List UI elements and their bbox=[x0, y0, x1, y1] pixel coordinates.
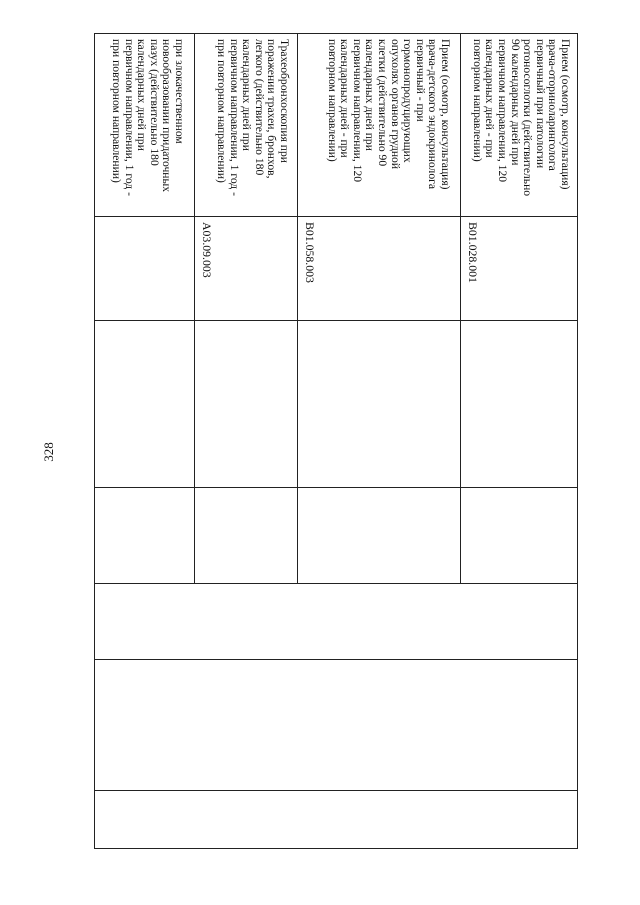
row-3-description: Прием (осмотр, консультация) врача-детского эндокринолога первичный - при гормонопродуцирующих опухолях органов грудной клетки (действительно 90 календарных дней при первичном направлении, 120 календарных дней - при повторном направлении) bbox=[325, 39, 452, 190]
row-1-description: при злокачественном новообразовании придаточных пазух (действительно 180 календарных дней при первичном направлении, 1 год - при повторном направлении) bbox=[110, 39, 186, 196]
row-4-code-cell bbox=[460, 216, 577, 320]
table-rule bbox=[577, 33, 578, 849]
table-rule bbox=[94, 583, 578, 584]
row-2-code-cell bbox=[194, 216, 297, 320]
rotated-table bbox=[94, 33, 578, 849]
table-rule bbox=[94, 659, 578, 660]
table-rule bbox=[94, 320, 578, 321]
row-3-description-cell bbox=[297, 33, 460, 216]
row-3-code-cell bbox=[297, 216, 460, 320]
row-2-code: A03.09.003 bbox=[200, 222, 214, 278]
row-4-code: B01.028.001 bbox=[466, 222, 480, 283]
page-number: 328 bbox=[41, 442, 56, 462]
table-rule bbox=[94, 790, 578, 791]
table-rule bbox=[94, 487, 578, 488]
row-1-description-cell bbox=[94, 33, 194, 216]
row-4-description: Прием (осмотр, консультация) врача-оториноларинголога первичный при патологии ротоносоглотки (действительно 90 календарных дней при первичном направлении, 120 календарных дней - при повторном направлении) bbox=[470, 39, 572, 197]
row-3-code: B01.058.003 bbox=[303, 222, 317, 283]
row-4-description-cell bbox=[460, 33, 577, 216]
row-2-description-cell bbox=[194, 33, 297, 216]
row-2-description: Трахеобронхоскопия при поражении трахеи, бронхов, легкого (действительно 180 календарных дней при первичном направлении, 1 год - при повторном направлении) bbox=[215, 39, 291, 196]
table-rule bbox=[94, 848, 578, 849]
